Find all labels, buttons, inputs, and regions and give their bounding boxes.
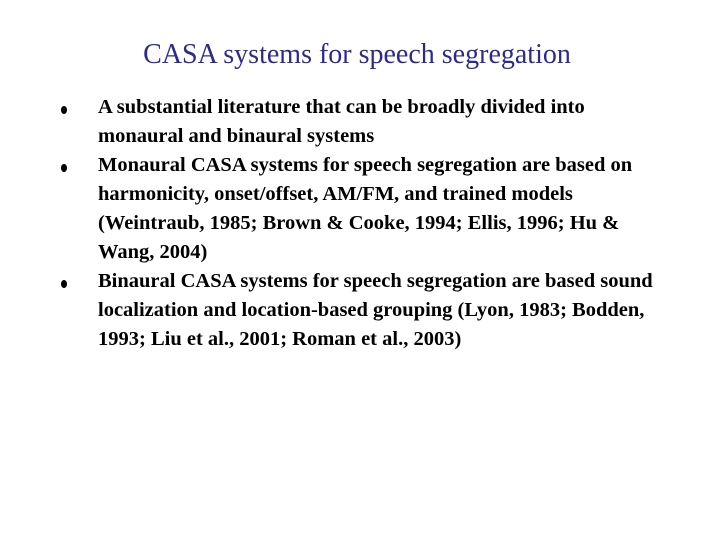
bullet-text: A substantial literature that can be broadly divided into monaural and binaural systems bbox=[98, 96, 585, 147]
bullet-list bbox=[0, 93, 720, 354]
bullet-dot-icon bbox=[61, 280, 67, 288]
slide-title: CASA systems for speech segregation bbox=[143, 39, 571, 70]
bullet-item bbox=[0, 151, 720, 267]
bullet-text: Monaural CASA systems for speech segregation are based on harmonicity, onset/offset, AM/FM, and trained models (Weintraub, 1985; Brown & Cooke, 1994; Ellis, 1996; Hu & Wang, 2004) bbox=[98, 154, 633, 263]
bullet-item bbox=[0, 267, 720, 354]
bullet-text: Binaural CASA systems for speech segregation are based sound localization and location-based grouping (Lyon, 1983; Bodden, 1993; Liu et al., 2001; Roman et al., 2003) bbox=[98, 270, 653, 350]
bullet-dot-icon bbox=[61, 164, 67, 172]
bullet-item bbox=[0, 93, 720, 151]
bullet-dot-icon bbox=[61, 106, 67, 114]
